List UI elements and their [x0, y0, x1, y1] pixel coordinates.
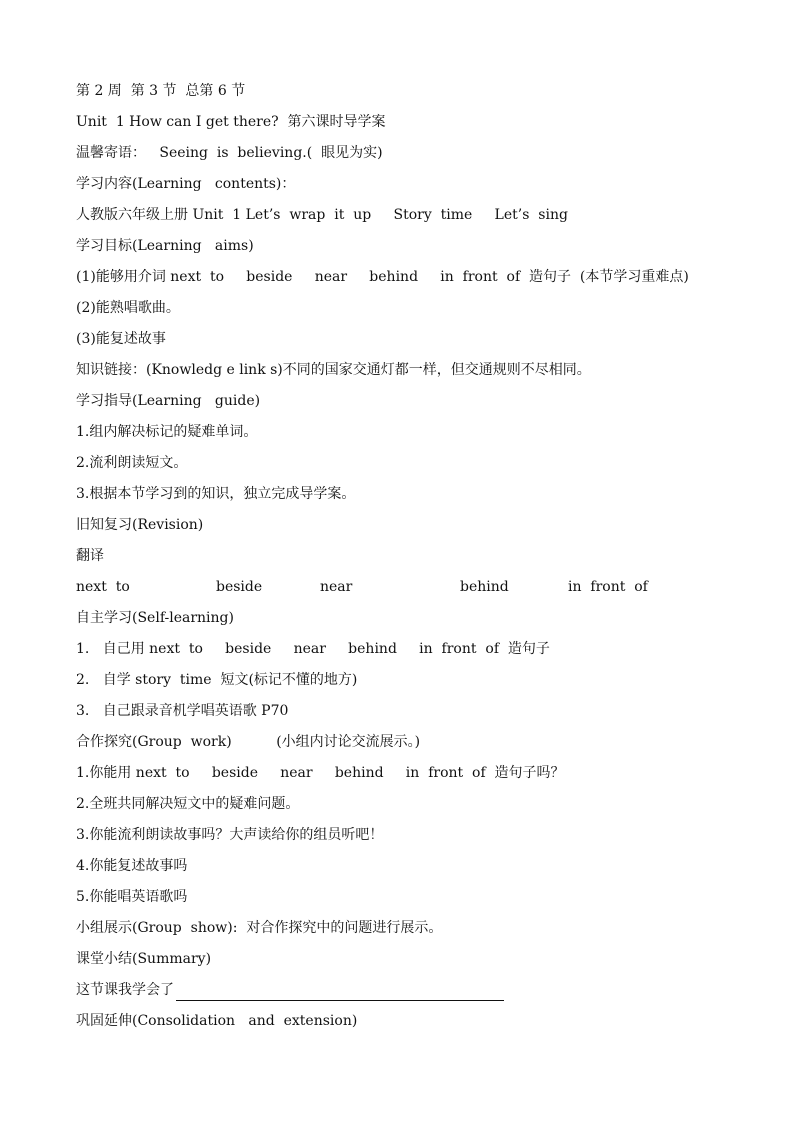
group-show-line: 小组展示(Group show): 对合作探究中的问题进行展示。	[76, 920, 443, 936]
group-work-item-2: 2.全班共同解决短文中的疑难问题。	[76, 796, 300, 812]
unit-title: Unit 1 How can I get there? 第六课时导学案	[76, 114, 386, 130]
summary-prompt: 这节课我学会了	[76, 982, 174, 998]
guide-item-1: 1.组内解决标记的疑难单词。	[76, 424, 258, 440]
translate-word: in front of	[568, 579, 648, 595]
aim-3: (3)能复述故事	[76, 331, 166, 347]
week-lesson-header: 第 2 周 第 3 节 总第 6 节	[76, 83, 246, 99]
group-work-item-5: 5.你能唱英语歌吗	[76, 889, 188, 905]
learning-contents-heading: 学习内容(Learning contents)：	[76, 176, 296, 192]
self-learning-heading: 自主学习(Self-learning)	[76, 610, 234, 626]
group-work-item-4: 4.你能复述故事吗	[76, 858, 188, 874]
group-work-heading: 合作探究(Group work) (小组内讨论交流展示。)	[76, 734, 421, 750]
guide-item-3: 3.根据本节学习到的知识，独立完成导学案。	[76, 486, 356, 502]
self-learning-item-2: 2. 自学 story time 短文(标记不懂的地方)	[76, 672, 358, 688]
translate-word: beside	[216, 579, 263, 595]
guide-item-2: 2.流利朗读短文。	[76, 455, 188, 471]
consolidation-heading: 巩固延伸(Consolidation and extension)	[76, 1013, 358, 1029]
group-work-item-3: 3.你能流利朗读故事吗？大声读给你的组员听吧！	[76, 827, 384, 843]
translate-word-row	[76, 576, 716, 607]
self-learning-item-3: 3. 自己跟录音机学唱英语歌 P70	[76, 703, 289, 719]
summary-line	[76, 979, 716, 1010]
summary-answer-blank	[176, 984, 504, 1001]
group-work-item-1: 1.你能用 next to beside near behind in front of 造句子吗？	[76, 765, 565, 781]
learning-guide-heading: 学习指导(Learning guide)	[76, 393, 261, 409]
aim-1: (1)能够用介词 next to beside near behind in front of 造句子 (本节学习重难点)	[76, 269, 689, 285]
learning-aims-heading: 学习目标(Learning aims)	[76, 238, 254, 254]
translate-heading: 翻译	[76, 548, 104, 564]
translate-word: next to	[76, 579, 130, 595]
motto-line: 温馨寄语： Seeing is believing.( 眼见为实)	[76, 145, 383, 161]
translate-word: near	[320, 579, 353, 595]
summary-heading: 课堂小结(Summary)	[76, 951, 212, 967]
learning-contents-text: 人教版六年级上册 Unit 1 Let’s wrap it up Story time Let’s sing	[76, 207, 568, 223]
knowledge-links: 知识链接：(Knowledg e link s)不同的国家交通灯都一样，但交通规则不尽相同。	[76, 362, 591, 378]
lesson-plan-body	[76, 80, 716, 1041]
translate-word: behind	[460, 579, 509, 595]
aim-2: (2)能熟唱歌曲。	[76, 300, 180, 316]
revision-heading: 旧知复习(Revision)	[76, 517, 204, 533]
self-learning-item-1: 1. 自己用 next to beside near behind in front of 造句子	[76, 641, 550, 657]
